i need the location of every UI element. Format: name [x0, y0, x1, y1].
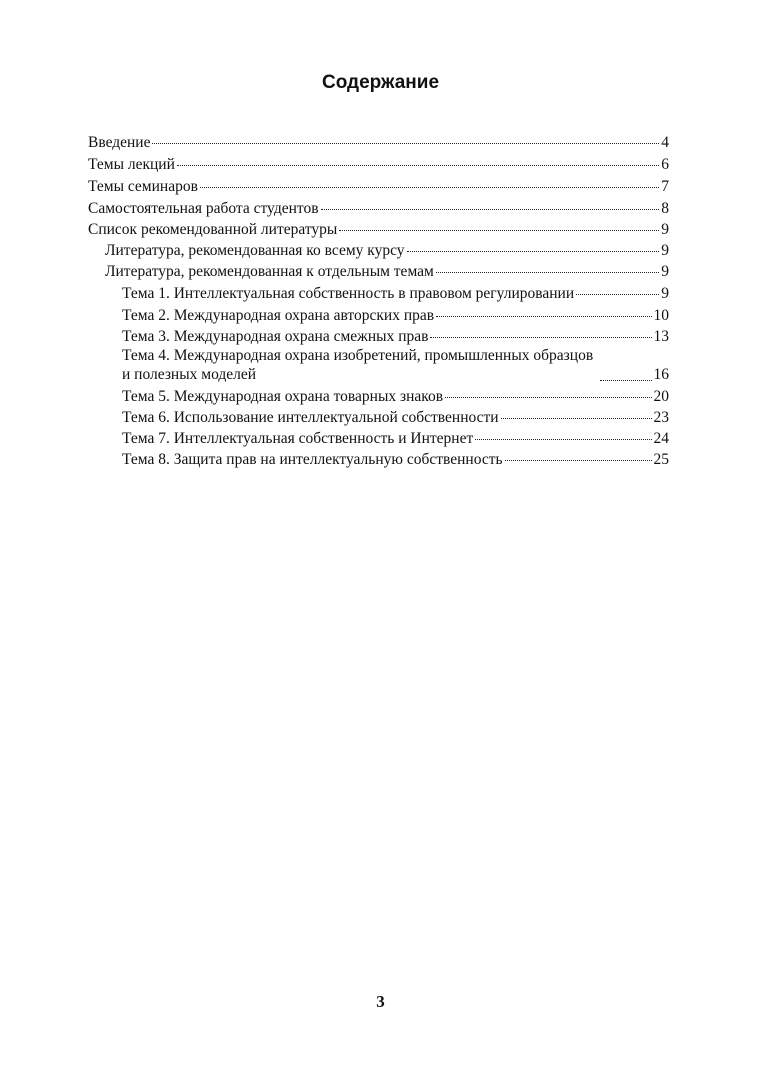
toc-dot-leader [475, 439, 651, 440]
toc-entry-page: 9 [661, 263, 669, 280]
toc-entry-page: 9 [661, 242, 669, 259]
toc-dot-leader [436, 316, 651, 317]
toc-entry-page: 6 [661, 156, 669, 173]
toc-entry-page: 9 [661, 285, 669, 302]
toc-dot-leader [445, 397, 651, 398]
toc-entry-topic-6 [122, 408, 669, 427]
toc-entry-literature-list [88, 220, 669, 239]
toc-entry-label: Тема 4. Международная охрана изобретений, промышленных образцов и полезных моделей [122, 347, 594, 383]
toc-entry-page: 4 [661, 134, 669, 151]
toc-entry-page: 20 [653, 388, 669, 405]
toc-entry-label: Литература, рекомендованная к отдельным темам [105, 263, 434, 280]
toc-dot-leader [600, 380, 652, 381]
toc-entry-topic-7 [122, 429, 669, 448]
toc-entry-label: Тема 8. Защита прав на интеллектуальную собственность [122, 451, 503, 468]
toc-entry-page: 8 [661, 200, 669, 217]
toc-entry-introduction [88, 133, 669, 152]
toc-entry-page: 16 [653, 366, 669, 383]
toc-entry-page: 23 [653, 409, 669, 426]
toc-dot-leader [430, 337, 651, 338]
toc-dot-leader [501, 418, 652, 419]
toc-dot-leader [407, 251, 660, 252]
toc-entry-topic-8 [122, 450, 669, 469]
toc-dot-leader [339, 230, 659, 231]
toc-entry-label: Темы лекций [88, 156, 175, 173]
toc-entry-seminar-topics [88, 177, 669, 196]
toc-dot-leader [576, 294, 659, 295]
toc-entry-topic-1 [122, 284, 669, 303]
toc-entry-label: Тема 3. Международная охрана смежных прав [122, 328, 429, 345]
toc-entry-label: Темы семинаров [88, 178, 198, 195]
toc-entry-label: Список рекомендованной литературы [88, 221, 338, 238]
toc-entry-label: Тема 2. Международная охрана авторских прав [122, 307, 435, 324]
toc-entry-page: 9 [661, 221, 669, 238]
toc-entry-label: Тема 6. Использование интеллектуальной собственности [122, 409, 499, 426]
toc-entry-label: Тема 1. Интеллектуальная собственность в правовом регулировании [122, 285, 575, 302]
toc-entry-course-literature [105, 241, 669, 260]
toc-entry-page: 25 [653, 451, 669, 468]
toc-entry-page: 13 [653, 328, 669, 345]
toc-dot-leader [321, 209, 660, 210]
toc-entry-lecture-topics [88, 155, 669, 174]
toc-entry-label: Тема 5. Международная охрана товарных знаков [122, 388, 444, 405]
toc-entry-topic-4 [122, 346, 669, 384]
page-number: 3 [376, 992, 385, 1011]
toc-entry-page: 24 [653, 430, 669, 447]
toc-entry-topic-literature [105, 262, 669, 281]
toc-entry-page: 7 [661, 178, 669, 195]
page-title: Содержание [321, 72, 440, 93]
toc-dot-leader [177, 165, 659, 166]
toc-dot-leader [200, 187, 659, 188]
toc-entry-topic-3 [122, 327, 669, 346]
toc-entry-topic-5 [122, 387, 669, 406]
toc-dot-leader [505, 460, 652, 461]
toc-entry-label: Введение [88, 134, 151, 151]
toc-entry-label: Самостоятельная работа студентов [88, 200, 319, 217]
toc-entry-page: 10 [653, 307, 669, 324]
toc-entry-independent-work [88, 199, 669, 218]
toc-dot-leader [152, 143, 659, 144]
toc-entry-label: Тема 7. Интеллектуальная собственность и Интернет [122, 430, 474, 447]
toc-entry-label: Литература, рекомендованная ко всему курсу [105, 242, 405, 259]
toc-dot-leader [436, 272, 659, 273]
toc-entry-topic-2 [122, 306, 669, 325]
